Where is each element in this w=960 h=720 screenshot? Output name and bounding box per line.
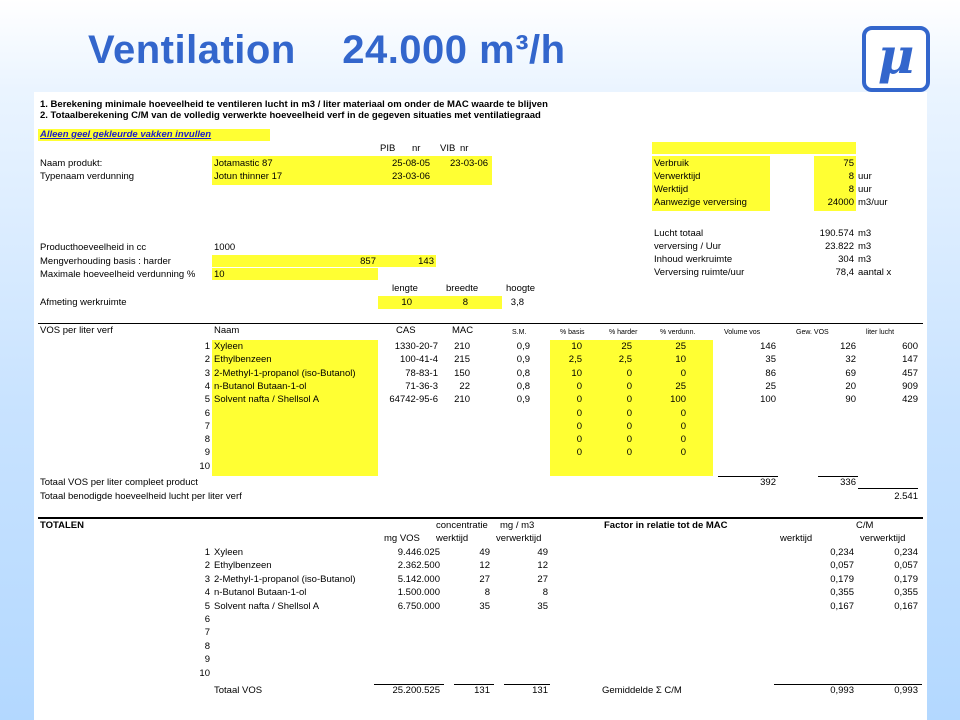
totalen-header-verwerktijd2: verwerktijd — [860, 533, 906, 544]
totalen-row-werktijd: 27 — [479, 573, 490, 585]
header-pib: PIB — [380, 143, 396, 154]
calc-unit: m3 — [858, 228, 872, 239]
vos-row-gew: 126 — [840, 341, 856, 352]
dim-header: breedte — [446, 283, 479, 294]
vos-row-number: 1 — [204, 341, 210, 352]
calc-label: Verversing ruimte/uur — [654, 267, 745, 278]
vos-row-sm: 0,8 — [516, 380, 530, 392]
vos-row-verdunn[interactable]: 0 — [680, 434, 686, 446]
mix-harder[interactable]: 143 — [418, 256, 434, 267]
vos-header-basis: % basis — [560, 329, 585, 336]
totalen-row-cm-werktijd: 0,057 — [830, 560, 854, 572]
vos-row-number: 7 — [204, 420, 210, 432]
vos-row-mac: 215 — [454, 354, 470, 366]
totalen-row-number: 9 — [204, 654, 210, 666]
totalen-row-number: 10 — [199, 667, 210, 679]
calc-unit: aantal x — [858, 267, 892, 278]
param-unit: uur — [858, 184, 872, 195]
vos-row-number: 5 — [204, 394, 210, 406]
dim-lengte[interactable]: 10 — [401, 297, 412, 308]
total-vos-volume: 392 — [760, 477, 776, 488]
totalen-header-verwerktijd: verwerktijd — [496, 533, 542, 544]
vos-row-harder[interactable]: 0 — [626, 407, 632, 419]
vos-row-cas: 1330-20-7 — [394, 341, 438, 352]
calc-label: Lucht totaal — [654, 228, 704, 239]
totaal-werktijd: 131 — [474, 685, 490, 696]
calc-value: 23.822 — [824, 241, 854, 252]
total-vos-label: Totaal VOS per liter compleet product — [40, 477, 198, 488]
mix-label: Mengverhouding basis : harder — [40, 256, 171, 267]
header-vib: VIB — [440, 143, 456, 154]
vos-row-basis[interactable]: 0 — [576, 434, 582, 446]
vos-row-number: 9 — [204, 447, 210, 459]
totalen-header-conc: concentratie — [436, 520, 488, 531]
totalen-header: TOTALEN — [40, 520, 84, 531]
totalen-row-mg: 6.750.000 — [397, 600, 440, 612]
vos-row-verdunn[interactable]: 100 — [670, 394, 686, 406]
vos-row-basis[interactable]: 0 — [576, 380, 582, 392]
vos-row-basis[interactable]: 0 — [576, 420, 582, 432]
thin-label: Maximale hoeveelheid verdunning % — [40, 269, 196, 280]
totalen-header-factor: Factor in relatie tot de MAC — [604, 520, 728, 531]
param-value[interactable]: 75 — [843, 158, 854, 169]
divider — [38, 517, 923, 519]
totaal-label: Totaal VOS — [214, 685, 263, 696]
vos-header-gew: Gew. VOS — [796, 329, 829, 336]
vos-header-volume: Volume vos — [724, 329, 761, 336]
totalen-row-verwerktijd: 35 — [537, 600, 548, 612]
totalen-row-naam: n-Butanol Butaan-1-ol — [214, 587, 307, 599]
vos-row-verdunn[interactable]: 25 — [675, 380, 686, 392]
vos-row-gew: 69 — [845, 367, 856, 379]
vos-row-verdunn[interactable]: 0 — [680, 367, 686, 379]
totalen-row-number: 5 — [204, 600, 210, 612]
calc-value: 304 — [838, 254, 854, 265]
vos-row-volume: 35 — [765, 354, 776, 366]
instruction-text: Alleen geel gekleurde vakken invullen — [40, 129, 212, 140]
total-air-value: 2.541 — [894, 491, 918, 502]
param-value[interactable]: 8 — [848, 184, 854, 195]
vos-row-mac: 22 — [459, 380, 470, 392]
param-unit: m3/uur — [858, 197, 888, 208]
divider — [38, 323, 923, 324]
totalen-row-cm-verwerktijd: 0,057 — [894, 560, 918, 572]
param-value[interactable]: 24000 — [827, 197, 854, 208]
dim-hoogte[interactable]: 3,8 — [510, 297, 524, 308]
vos-row-naam[interactable]: n-Butanol Butaan-1-ol — [214, 380, 307, 392]
vos-row-basis[interactable]: 0 — [576, 394, 582, 406]
totalen-row-naam: 2-Methyl-1-propanol (iso-Butanol) — [214, 573, 356, 585]
vos-row-lucht: 600 — [902, 341, 918, 352]
vos-row-basis[interactable]: 10 — [571, 341, 582, 352]
total-air-label: Totaal benodigde hoeveelheid lucht per liter verf — [40, 491, 242, 502]
product-vib-date[interactable]: 23-03-06 — [450, 158, 489, 169]
totalen-row-number: 3 — [204, 573, 210, 585]
vos-header-cas: CAS — [396, 325, 416, 336]
vos-row-number: 10 — [199, 460, 210, 472]
vos-row-number: 6 — [204, 407, 210, 419]
calc-label: verversing / Uur — [654, 241, 722, 252]
divider — [858, 488, 918, 489]
vos-row-cas: 100-41-4 — [399, 354, 438, 366]
vos-row-sm: 0,9 — [516, 354, 530, 366]
vos-row-gew: 32 — [845, 354, 856, 366]
totalen-row-naam: Ethylbenzeen — [214, 560, 272, 572]
vos-row-mac: 150 — [454, 367, 470, 379]
totalen-row-werktijd: 35 — [479, 600, 490, 612]
vos-row-harder[interactable]: 0 — [626, 394, 632, 406]
totalen-row-cm-verwerktijd: 0,167 — [894, 600, 918, 612]
vos-header-sm: S.M. — [512, 329, 527, 336]
intro-line: 1. Berekening minimale hoeveelheid te ventileren lucht in m3 / liter materiaal om onder de MAC waarde te blijven — [40, 99, 548, 110]
product-label: Naam produkt: — [40, 158, 103, 169]
vos-header-harder: % harder — [609, 329, 638, 336]
dim-header: hoogte — [506, 283, 536, 294]
vos-row-naam[interactable]: Ethylbenzeen — [214, 354, 272, 366]
vos-header-verdunn: % verdunn. — [660, 329, 696, 336]
param-label: Verbruik — [654, 158, 689, 169]
totalen-row-cm-werktijd: 0,234 — [830, 547, 854, 558]
vos-row-mac: 210 — [454, 341, 470, 352]
totalen-row-number: 1 — [204, 547, 210, 558]
totalen-row-number: 7 — [204, 627, 210, 639]
vos-row-number: 2 — [204, 354, 210, 366]
vos-row-basis[interactable]: 10 — [571, 367, 582, 379]
vos-row-volume: 146 — [760, 341, 776, 352]
vos-row-verdunn[interactable]: 0 — [680, 407, 686, 419]
intro-line: 2. Totaalberekening C/M van de volledig verwerkte hoeveelheid verf in de gegeven situaties met ventilatiegraad — [40, 110, 541, 121]
calc-unit: m3 — [858, 254, 872, 265]
vos-row-harder[interactable]: 0 — [626, 420, 632, 432]
vos-row-harder[interactable]: 0 — [626, 434, 632, 446]
totalen-row-cm-werktijd: 0,167 — [830, 600, 854, 612]
totalen-row-number: 8 — [204, 640, 210, 652]
vos-row-gew: 90 — [845, 394, 856, 406]
totalen-row-cm-verwerktijd: 0,234 — [894, 547, 918, 558]
slide-title: Ventilation 24.000 m³/h — [88, 28, 566, 72]
totalen-row-werktijd: 12 — [479, 560, 490, 572]
vos-row-harder[interactable]: 0 — [626, 447, 632, 459]
totalen-row-verwerktijd: 49 — [537, 547, 548, 558]
totalen-row-verwerktijd: 27 — [537, 573, 548, 585]
vos-row-naam[interactable]: Solvent nafta / Shellsol A — [214, 394, 320, 406]
totalen-row-mg: 5.142.000 — [397, 573, 440, 585]
thinner-label: Typenaam verdunning — [40, 171, 135, 182]
totalen-row-number: 2 — [204, 560, 210, 572]
totalen-row-mg: 9.446.025 — [397, 547, 440, 558]
params-header-highlight — [652, 142, 856, 154]
totalen-row-cm-verwerktijd: 0,179 — [894, 573, 918, 585]
totaal-verwerktijd: 131 — [532, 685, 548, 696]
gem-cm-verwerktijd: 0,993 — [894, 685, 918, 696]
param-label: Aanwezige verversing — [654, 197, 747, 208]
vos-row-lucht: 147 — [902, 354, 918, 366]
totalen-row-verwerktijd: 8 — [542, 587, 548, 599]
vos-row-number: 8 — [204, 434, 210, 446]
thinner-pib-date[interactable]: 23-03-06 — [392, 171, 431, 182]
vos-row-lucht: 429 — [902, 394, 918, 406]
spreadsheet — [34, 92, 927, 720]
vos-row-basis[interactable]: 0 — [576, 407, 582, 419]
mu-logo-icon: μ — [862, 26, 930, 92]
totalen-header-werktijd: werktijd — [436, 533, 469, 544]
thinner-value[interactable]: Jotun thinner 17 — [214, 171, 283, 182]
vos-row-harder[interactable]: 0 — [626, 380, 632, 392]
gem-cm-werktijd: 0,993 — [830, 685, 854, 696]
vos-header-naam: Naam — [214, 325, 240, 336]
mix-basis[interactable]: 857 — [360, 256, 376, 267]
gem-label: Gemiddelde Σ C/M — [602, 685, 682, 696]
header-nr: nr — [460, 143, 469, 154]
header-nr: nr — [412, 143, 421, 154]
calc-label: Inhoud werkruimte — [654, 254, 733, 265]
totalen-row-number: 4 — [204, 587, 210, 599]
totalen-row-werktijd: 49 — [479, 547, 490, 558]
thin-input-area[interactable] — [212, 268, 378, 280]
vos-row-number: 4 — [204, 380, 210, 392]
vos-row-harder[interactable]: 2,5 — [618, 354, 632, 366]
vos-row-cas: 71-36-3 — [405, 380, 438, 392]
totalen-row-mg: 2.362.500 — [397, 560, 440, 572]
vos-row-basis[interactable]: 0 — [576, 447, 582, 459]
totalen-row-werktijd: 8 — [484, 587, 490, 599]
vos-row-sm: 0,8 — [516, 367, 530, 379]
totalen-header-mgvos: mg VOS — [384, 533, 420, 544]
vos-row-cas: 64742-95-6 — [389, 394, 438, 406]
vos-row-volume: 86 — [765, 367, 776, 379]
totalen-row-number: 6 — [204, 614, 210, 625]
calc-value: 78,4 — [835, 267, 854, 278]
dim-header: lengte — [392, 283, 418, 294]
qty-value[interactable]: 1000 — [214, 242, 236, 253]
vos-row-sm: 0,9 — [516, 394, 530, 406]
totalen-header-cm: C/M — [856, 520, 874, 531]
vos-row-mac: 210 — [454, 394, 470, 406]
vos-row-harder[interactable]: 25 — [621, 341, 632, 352]
vos-row-lucht: 909 — [902, 380, 918, 392]
param-unit: uur — [858, 171, 872, 182]
totaal-mg: 25.200.525 — [392, 685, 440, 696]
vos-row-number: 3 — [204, 367, 210, 379]
vos-row-verdunn[interactable]: 0 — [680, 420, 686, 432]
totalen-row-cm-werktijd: 0,179 — [830, 573, 854, 585]
vos-row-verdunn[interactable]: 10 — [675, 354, 686, 366]
vos-row-basis[interactable]: 2,5 — [568, 354, 582, 366]
vos-header-mac: MAC — [452, 325, 474, 336]
product-pib-date[interactable]: 25-08-05 — [392, 158, 431, 169]
dim-label: Afmeting werkruimte — [40, 297, 127, 308]
vos-row-verdunn[interactable]: 25 — [675, 341, 686, 352]
vos-row-verdunn[interactable]: 0 — [680, 447, 686, 459]
vos-row-lucht: 457 — [902, 367, 918, 379]
calc-value: 190.574 — [819, 228, 854, 239]
vos-row-cas: 78-83-1 — [405, 367, 438, 379]
param-label: Verwerktijd — [654, 171, 701, 182]
totalen-row-verwerktijd: 12 — [537, 560, 548, 572]
param-value[interactable]: 8 — [848, 171, 854, 182]
total-vos-gew: 336 — [840, 477, 856, 488]
totalen-row-naam: Solvent nafta / Shellsol A — [214, 600, 320, 612]
vos-row-harder[interactable]: 0 — [626, 367, 632, 379]
vos-row-volume: 25 — [765, 380, 776, 392]
totalen-row-cm-werktijd: 0,355 — [830, 587, 854, 599]
totalen-header-werktijd2: werktijd — [780, 533, 813, 544]
totalen-row-naam: Xyleen — [214, 547, 244, 558]
vos-header-label: VOS per liter verf — [40, 325, 113, 336]
thin-value[interactable]: 10 — [214, 269, 225, 280]
product-value[interactable]: Jotamastic 87 — [214, 158, 273, 169]
vos-row-volume: 100 — [760, 394, 776, 406]
vos-header-lucht: liter lucht — [866, 329, 895, 336]
param-label: Werktijd — [654, 184, 689, 195]
qty-label: Producthoeveelheid in cc — [40, 242, 147, 253]
dim-breedte[interactable]: 8 — [462, 297, 468, 308]
totalen-row-mg: 1.500.000 — [397, 587, 440, 599]
totalen-header-mgm3: mg / m3 — [500, 520, 535, 531]
calc-unit: m3 — [858, 241, 872, 252]
vos-row-gew: 20 — [845, 380, 856, 392]
totalen-row-cm-verwerktijd: 0,355 — [894, 587, 918, 599]
vos-row-naam[interactable]: Xyleen — [214, 341, 244, 352]
vos-row-naam[interactable]: 2-Methyl-1-propanol (iso-Butanol) — [214, 367, 356, 379]
vos-row-sm: 0,9 — [516, 341, 530, 352]
